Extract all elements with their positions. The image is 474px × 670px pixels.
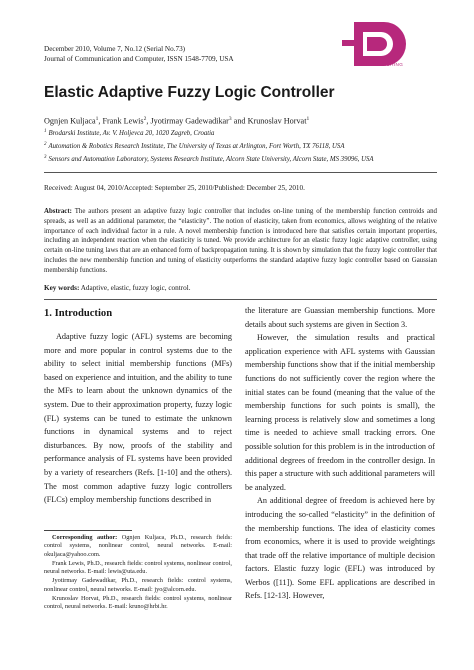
- affiliation: $^3$ Sensors and Automation Laboratory, Systems Research Institute, Alcorn State University, Alcorn State, MS 39096, USA: [44, 155, 374, 164]
- abstract: [44, 207, 437, 276]
- author-name: Frank Lewis: [102, 116, 144, 126]
- body-paragraph: Adaptive fuzzy logic (AFL) systems are becoming more and more popular in control systems due to the ability to select initial membership functions (MFs) based on experience and intuition, and the ability to tune the MFs to learn about the unknown dynamics of the system. Due to their approximation property, fuzzy logic (FL) systems can be tuned to estimate the unknown functions in dynamical systems and to reject disturbances. By now, proofs of the stability and performance analysis of FL systems have been provided by a variety of researchers (Refs. [1-10] and the others). The most common adaptive fuzzy logic controllers (FLCs) employ membership functions described in: [44, 332, 232, 505]
- divider: [44, 299, 437, 300]
- section-heading: 1. Introduction: [44, 308, 113, 319]
- footnote-text: Frank Lewis, Ph.D., research fields: control systems, nonlinear control, neural networks. E-mail: lewis@uta.edu.: [44, 559, 232, 576]
- author-affil-ref: 2: [143, 116, 147, 122]
- footnote-text: Jyotirmay Gadewadikar, Ph.D., research fields: control systems, nonlinear control, neural networks. E-mail: jyo@alcorn.edu.: [44, 577, 232, 593]
- divider: [44, 172, 437, 173]
- affiliation: $^2$ Automation & Robotics Research Institute, The University of Texas at Arlington, Fort Worth, TX 76118, USA: [44, 142, 345, 151]
- journal-line: Journal of Communication and Computer, ISSN 1548-7709, USA: [44, 55, 234, 63]
- issue-line: December 2010, Volume 7, No.12 (Serial No.73): [44, 45, 186, 53]
- body-paragraph: An additional degree of freedom is achieved here by introducing the so-called “elasticity” in the definition of the membership functions. The idea of elasticity comes from economics, where it is used to provide weightings that trade off the relative importance of multiple decision factors. Elastic fuzzy logic (EFL) was introduced by Werbos ([11]). Some EFL applications are described in Refs. [12-13]. However,: [245, 496, 435, 601]
- footnote-text: Ognjen Kuljaca, Ph.D., research fields: control systems, nonlinear control, neural networks. E-mail: okuljaca@yahoo.com.: [44, 534, 232, 558]
- author-name: Krunoslav Horvat: [247, 116, 307, 126]
- affiliation: $^1$ Brodarski Institute, Av. V. Holjevca 20, 1020 Zagreb, Croatia: [44, 129, 215, 138]
- author-affil-ref: 1: [306, 116, 310, 122]
- author-affil-ref: 3: [228, 116, 232, 122]
- author-name: Ognjen Kuljaca: [44, 116, 96, 126]
- publisher-name: DAVID PUBLISHING: [354, 62, 404, 67]
- corresponding-label: Corresponding author:: [52, 534, 118, 541]
- footnotes: [44, 534, 232, 613]
- paper-title: Elastic Adaptive Fuzzy Logic Controller: [44, 84, 335, 101]
- footnote-text: Krunoslav Horvat, Ph.D., research fields: control systems, nonlinear control, neural networks. E-mail: kruno@hrbi.hr.: [44, 595, 232, 611]
- journal-header: [44, 44, 344, 64]
- abstract-label: Abstract:: [44, 208, 72, 215]
- keywords-label: Key words:: [44, 284, 80, 292]
- received-dates: Received: August 04, 2010/Accepted: September 25, 2010/Published: December 25, 2010.: [44, 184, 305, 192]
- right-column: [245, 304, 435, 603]
- keywords-text: Adaptive, elastic, fuzzy logic, control.: [79, 284, 191, 292]
- body-paragraph: However, the simulation results and practical application experience with AFL systems with Gaussian membership functions show that if the initial membership functions do not sufficiently cover the region where the initial states can be found (meaning that the value of the membership functions for such points is small), the learning process is relatively slow and sometimes a long time is needed to achieve small tracking errors. One possible solution for this problem is in the introduction of additional degrees of freedom in the controller design. In this paper a structure with such additional parameters will be analyzed.: [245, 333, 435, 492]
- author-affil-ref: 1: [95, 116, 99, 122]
- keywords: [44, 284, 437, 292]
- author-name: Jyotirmay Gadewadikar: [150, 116, 229, 126]
- body-paragraph: the literature are Guassian membership functions. More details about such systems are given in Section 3.: [245, 306, 435, 329]
- abstract-text: The authors present an adaptive fuzzy logic controller that includes on-line tuning of the membership function centroids and spreads, as well as an additional parameter, the “elasticity”. The notion of elasticity, taken from economics, allows weighting of the relative importance of each individual factor in a rule. A novel membership function is introduced here that satisfies certain important properties, including an independent reaction when the elasticity is tuned. We provide architecture for an elastic fuzzy logic adaptive controller, using certain on-line tuning laws that are an enhanced form of backpropagation tuning. It is shown by simulation that the fuzzy logic controller that includes the new membership function and tuning of elasticity outperforms the standard adaptive fuzzy logic controller based on Gaussian membership functions.: [44, 208, 437, 274]
- footnote-divider: [44, 530, 132, 531]
- author-list: Ognjen Kuljaca$^1$, Frank Lewis$^2$, Jyotirmay Gadewadikar$^3$ and Krunoslav Horvat$^1$: [44, 116, 310, 126]
